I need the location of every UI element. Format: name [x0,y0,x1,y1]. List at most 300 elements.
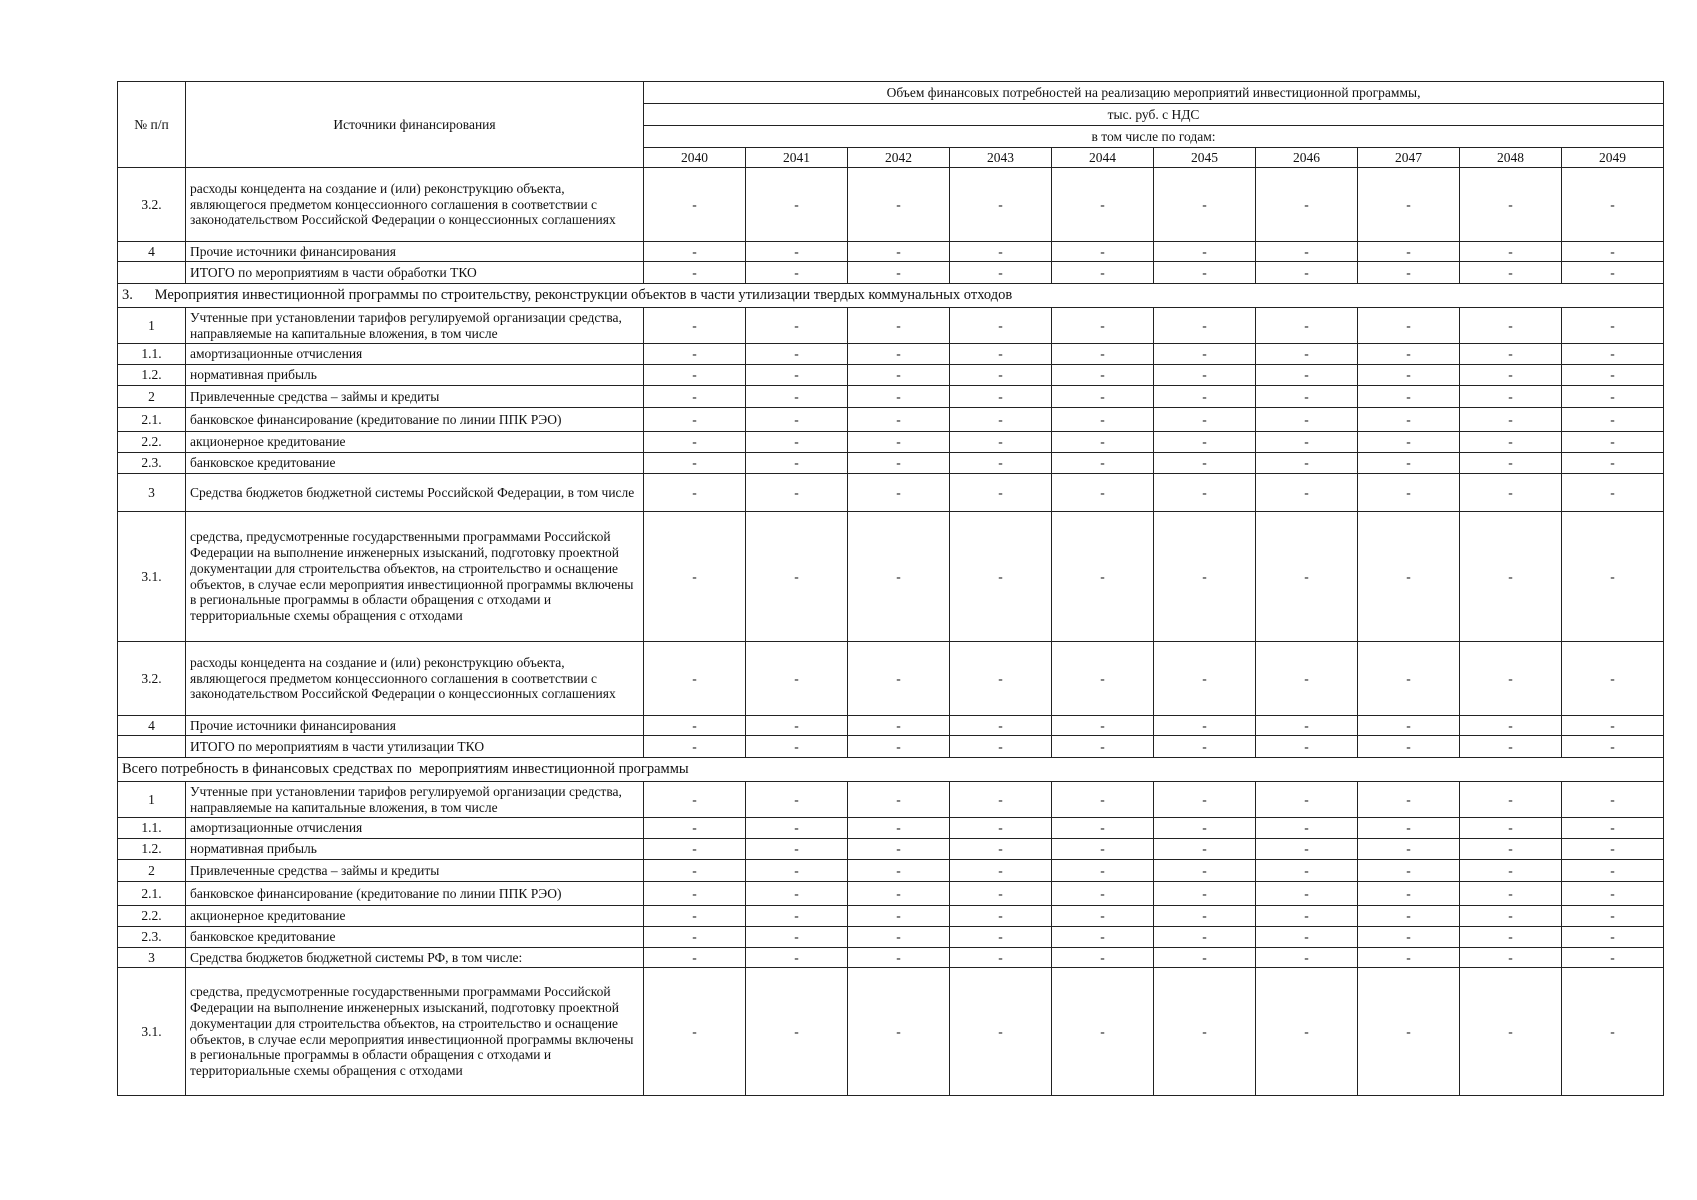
source-name: Учтенные при установлении тарифов регулируемой организации средства, направляемые на капитальные вложения, в том числе [186,782,644,818]
year-value-cell: - [644,386,746,408]
table-row [118,782,1664,818]
year-value-cell: - [1562,365,1664,386]
year-value-cell: - [1358,453,1460,474]
year-value-cell: - [1154,860,1256,882]
year-value-cell: - [1358,308,1460,344]
year-value-cell: - [1460,432,1562,453]
year-value-cell: - [1460,168,1562,242]
table-row [118,818,1664,839]
row-number [118,736,186,758]
year-value-cell: - [1154,408,1256,432]
year-header: 2048 [1460,148,1562,168]
row-number: 1.1. [118,818,186,839]
year-value-cell: - [1460,839,1562,860]
source-name: Привлеченные средства – займы и кредиты [186,860,644,882]
year-value-cell: - [1256,716,1358,736]
year-header: 2044 [1052,148,1154,168]
year-value-cell: - [1562,839,1664,860]
source-name: расходы концедента на создание и (или) реконструкцию объекта, являющегося предметом концессионного соглашения в соответствии с законодательством Российской Федерации о концессионных соглашениях [186,168,644,242]
year-value-cell: - [848,168,950,242]
year-value-cell: - [848,344,950,365]
year-value-cell: - [950,386,1052,408]
source-name: акционерное кредитование [186,906,644,927]
year-value-cell: - [1154,432,1256,453]
year-value-cell: - [1052,365,1154,386]
year-value-cell: - [1460,474,1562,512]
year-value-cell: - [1562,818,1664,839]
year-value-cell: - [1154,927,1256,948]
year-value-cell: - [1562,432,1664,453]
year-value-cell: - [746,906,848,927]
row-number [118,262,186,284]
row-number: 1.2. [118,839,186,860]
year-value-cell: - [1460,453,1562,474]
year-value-cell: - [1052,818,1154,839]
year-value-cell: - [1358,839,1460,860]
year-value-cell: - [848,386,950,408]
year-value-cell: - [1256,968,1358,1096]
year-value-cell: - [1052,839,1154,860]
year-value-cell: - [1358,818,1460,839]
row-number: 2.1. [118,408,186,432]
year-value-cell: - [1052,736,1154,758]
year-value-cell: - [746,168,848,242]
year-value-cell: - [1562,906,1664,927]
source-name: амортизационные отчисления [186,344,644,365]
row-number: 2.3. [118,453,186,474]
year-header: 2042 [848,148,950,168]
year-value-cell: - [1052,168,1154,242]
year-value-cell: - [1154,818,1256,839]
year-value-cell: - [1256,736,1358,758]
year-value-cell: - [644,968,746,1096]
source-name: амортизационные отчисления [186,818,644,839]
year-value-cell: - [1460,308,1562,344]
year-value-cell: - [1052,860,1154,882]
year-value-cell: - [1154,386,1256,408]
year-value-cell: - [1154,716,1256,736]
year-value-cell: - [950,242,1052,262]
year-value-cell: - [1358,512,1460,642]
year-value-cell: - [644,474,746,512]
year-value-cell: - [1562,882,1664,906]
year-value-cell: - [1460,262,1562,284]
year-value-cell: - [1460,386,1562,408]
year-value-cell: - [1154,365,1256,386]
year-value-cell: - [644,308,746,344]
year-header: 2040 [644,148,746,168]
year-value-cell: - [1256,408,1358,432]
total-row [118,736,1664,758]
year-value-cell: - [746,365,848,386]
year-value-cell: - [950,365,1052,386]
year-value-cell: - [746,474,848,512]
year-value-cell: - [950,716,1052,736]
year-value-cell: - [950,512,1052,642]
year-value-cell: - [848,642,950,716]
year-value-cell: - [848,839,950,860]
table-row [118,344,1664,365]
table-row [118,242,1664,262]
source-name: банковское финансирование (кредитование по линии ППК РЭО) [186,408,644,432]
year-value-cell: - [848,408,950,432]
year-value-cell: - [1154,308,1256,344]
table-row [118,386,1664,408]
year-value-cell: - [1358,262,1460,284]
year-value-cell: - [1154,242,1256,262]
year-value-cell: - [950,736,1052,758]
year-value-cell: - [746,308,848,344]
year-value-cell: - [848,968,950,1096]
year-value-cell: - [1358,927,1460,948]
year-value-cell: - [644,948,746,968]
year-value-cell: - [1154,453,1256,474]
source-name: расходы концедента на создание и (или) реконструкцию объекта, являющегося предметом концессионного соглашения в соответствии с законодательством Российской Федерации о концессионных соглашениях [186,642,644,716]
source-name: Привлеченные средства – займы и кредиты [186,386,644,408]
year-value-cell: - [1052,262,1154,284]
year-value-cell: - [1052,927,1154,948]
year-value-cell: - [950,927,1052,948]
year-value-cell: - [1562,242,1664,262]
source-name: Учтенные при установлении тарифов регулируемой организации средства, направляемые на капитальные вложения, в том числе [186,308,644,344]
year-value-cell: - [848,882,950,906]
year-value-cell: - [1256,818,1358,839]
source-name: ИТОГО по мероприятиям в части утилизации ТКО [186,736,644,758]
year-value-cell: - [1358,242,1460,262]
source-name: банковское кредитование [186,453,644,474]
table-row [118,474,1664,512]
year-value-cell: - [950,344,1052,365]
year-value-cell: - [1256,365,1358,386]
year-value-cell: - [848,308,950,344]
year-value-cell: - [1562,736,1664,758]
table-row [118,408,1664,432]
year-value-cell: - [746,716,848,736]
row-number: 3.1. [118,512,186,642]
row-number: 3.2. [118,168,186,242]
year-value-cell: - [1052,882,1154,906]
year-value-cell: - [950,262,1052,284]
row-number: 2.2. [118,432,186,453]
year-value-cell: - [746,818,848,839]
year-value-cell: - [1460,716,1562,736]
year-value-cell: - [1460,948,1562,968]
section-header-row [118,758,1664,782]
year-value-cell: - [644,642,746,716]
year-value-cell: - [746,948,848,968]
year-value-cell: - [1256,512,1358,642]
year-value-cell: - [746,453,848,474]
year-header: 2041 [746,148,848,168]
source-name: Средства бюджетов бюджетной системы Российской Федерации, в том числе [186,474,644,512]
volume-header-line3: в том числе по годам: [644,126,1664,148]
year-value-cell: - [1052,906,1154,927]
year-value-cell: - [644,453,746,474]
table-row [118,432,1664,453]
year-value-cell: - [1154,168,1256,242]
year-value-cell: - [1256,948,1358,968]
year-value-cell: - [1358,408,1460,432]
year-value-cell: - [1052,968,1154,1096]
year-value-cell: - [1460,736,1562,758]
year-header: 2047 [1358,148,1460,168]
year-value-cell: - [644,512,746,642]
year-value-cell: - [644,344,746,365]
year-value-cell: - [644,736,746,758]
year-value-cell: - [950,968,1052,1096]
year-value-cell: - [746,860,848,882]
year-value-cell: - [746,432,848,453]
table-row [118,168,1664,242]
year-header: 2045 [1154,148,1256,168]
year-value-cell: - [1256,927,1358,948]
year-value-cell: - [1358,906,1460,927]
source-name: средства, предусмотренные государственными программами Российской Федерации на выполнение инженерных изысканий, подготовку проектной документации для строительства объектов, на строительство и оснащение объектов, в случае если мероприятия инвестиционной программы включены в региональные программы в области обращения с отходами и территориальные схемы обращения с отходами [186,512,644,642]
year-value-cell: - [950,308,1052,344]
year-value-cell: - [644,432,746,453]
year-value-cell: - [1052,948,1154,968]
year-value-cell: - [1052,782,1154,818]
year-value-cell: - [746,736,848,758]
year-value-cell: - [1052,386,1154,408]
row-number: 1 [118,308,186,344]
year-value-cell: - [1358,474,1460,512]
row-number: 1.2. [118,365,186,386]
year-value-cell: - [1154,344,1256,365]
year-value-cell: - [848,818,950,839]
year-value-cell: - [1358,968,1460,1096]
year-value-cell: - [1562,453,1664,474]
source-name: банковское финансирование (кредитование по линии ППК РЭО) [186,882,644,906]
year-value-cell: - [1256,344,1358,365]
year-value-cell: - [1154,474,1256,512]
year-value-cell: - [1154,882,1256,906]
year-value-cell: - [950,642,1052,716]
year-header: 2043 [950,148,1052,168]
year-value-cell: - [950,839,1052,860]
year-value-cell: - [1256,906,1358,927]
year-value-cell: - [1154,736,1256,758]
year-value-cell: - [1562,386,1664,408]
year-value-cell: - [1358,432,1460,453]
year-value-cell: - [746,262,848,284]
year-value-cell: - [746,882,848,906]
table-row [118,839,1664,860]
year-value-cell: - [1562,512,1664,642]
year-value-cell: - [746,512,848,642]
year-value-cell: - [1562,716,1664,736]
year-value-cell: - [1052,474,1154,512]
year-value-cell: - [950,906,1052,927]
year-value-cell: - [1052,642,1154,716]
source-name: нормативная прибыль [186,365,644,386]
row-number: 2.2. [118,906,186,927]
year-value-cell: - [644,818,746,839]
year-value-cell: - [644,906,746,927]
year-value-cell: - [1256,386,1358,408]
year-value-cell: - [1358,882,1460,906]
row-number: 3.1. [118,968,186,1096]
row-number: 1 [118,782,186,818]
year-value-cell: - [848,782,950,818]
year-value-cell: - [644,365,746,386]
total-row [118,262,1664,284]
year-value-cell: - [1562,262,1664,284]
year-value-cell: - [848,512,950,642]
year-value-cell: - [1256,860,1358,882]
num-column-header: № п/п [118,82,186,168]
row-number: 3 [118,948,186,968]
year-value-cell: - [1256,242,1358,262]
year-value-cell: - [1562,168,1664,242]
year-value-cell: - [1358,716,1460,736]
year-value-cell: - [1460,882,1562,906]
year-value-cell: - [1154,782,1256,818]
table-row [118,512,1664,642]
year-value-cell: - [1358,365,1460,386]
year-value-cell: - [848,927,950,948]
year-value-cell: - [1358,736,1460,758]
year-value-cell: - [1460,642,1562,716]
year-value-cell: - [746,242,848,262]
year-value-cell: - [1460,906,1562,927]
year-value-cell: - [848,948,950,968]
year-value-cell: - [1562,474,1664,512]
year-value-cell: - [950,948,1052,968]
section-title: 3. Мероприятия инвестиционной программы по строительству, реконструкции объектов в части утилизации твердых коммунальных отходов [118,284,1664,308]
year-value-cell: - [1358,642,1460,716]
year-value-cell: - [950,453,1052,474]
year-value-cell: - [644,242,746,262]
table-body [118,168,1664,1096]
year-value-cell: - [1562,308,1664,344]
year-value-cell: - [1460,927,1562,948]
year-value-cell: - [848,736,950,758]
row-number: 4 [118,242,186,262]
year-value-cell: - [1052,716,1154,736]
year-value-cell: - [644,262,746,284]
year-value-cell: - [1154,968,1256,1096]
year-value-cell: - [746,839,848,860]
source-name: Прочие источники финансирования [186,242,644,262]
year-value-cell: - [1358,860,1460,882]
year-value-cell: - [1460,968,1562,1096]
year-value-cell: - [1154,839,1256,860]
year-value-cell: - [1052,308,1154,344]
row-number: 2.3. [118,927,186,948]
year-value-cell: - [950,474,1052,512]
source-name: нормативная прибыль [186,839,644,860]
source-name: банковское кредитование [186,927,644,948]
year-value-cell: - [1256,308,1358,344]
year-value-cell: - [848,906,950,927]
year-value-cell: - [746,344,848,365]
table-row [118,906,1664,927]
row-number: 2 [118,386,186,408]
source-column-header: Источники финансирования [186,82,644,168]
section-title: Всего потребность в финансовых средствах по мероприятиям инвестиционной программы [118,758,1664,782]
year-value-cell: - [1460,408,1562,432]
table-row [118,365,1664,386]
year-value-cell: - [1562,948,1664,968]
table-row [118,882,1664,906]
year-value-cell: - [1358,782,1460,818]
table-row [118,642,1664,716]
year-value-cell: - [1256,642,1358,716]
year-value-cell: - [848,262,950,284]
year-value-cell: - [1052,512,1154,642]
row-number: 3.2. [118,642,186,716]
year-value-cell: - [950,168,1052,242]
year-value-cell: - [1154,906,1256,927]
table-row [118,453,1664,474]
year-value-cell: - [950,818,1052,839]
year-value-cell: - [746,968,848,1096]
year-value-cell: - [1460,860,1562,882]
source-name: ИТОГО по мероприятиям в части обработки ТКО [186,262,644,284]
year-value-cell: - [1358,386,1460,408]
year-value-cell: - [1154,948,1256,968]
year-value-cell: - [1562,782,1664,818]
year-value-cell: - [1154,642,1256,716]
year-value-cell: - [848,365,950,386]
year-value-cell: - [1256,168,1358,242]
year-value-cell: - [950,882,1052,906]
year-value-cell: - [1052,453,1154,474]
year-value-cell: - [746,927,848,948]
row-number: 4 [118,716,186,736]
year-value-cell: - [1460,512,1562,642]
year-value-cell: - [746,386,848,408]
source-name: Средства бюджетов бюджетной системы РФ, в том числе: [186,948,644,968]
year-value-cell: - [1256,453,1358,474]
year-value-cell: - [746,408,848,432]
financing-table [117,81,1664,1096]
year-value-cell: - [1256,882,1358,906]
year-value-cell: - [848,432,950,453]
year-value-cell: - [950,860,1052,882]
table-row [118,308,1664,344]
year-value-cell: - [644,882,746,906]
year-value-cell: - [1358,948,1460,968]
year-header: 2046 [1256,148,1358,168]
year-value-cell: - [644,168,746,242]
year-value-cell: - [644,408,746,432]
row-number: 2 [118,860,186,882]
year-value-cell: - [1562,927,1664,948]
year-value-cell: - [1460,344,1562,365]
year-value-cell: - [848,453,950,474]
year-value-cell: - [950,432,1052,453]
row-number: 1.1. [118,344,186,365]
year-value-cell: - [1052,344,1154,365]
source-name: средства, предусмотренные государственными программами Российской Федерации на выполнение инженерных изысканий, подготовку проектной документации для строительства объектов, на строительство и оснащение объектов, в случае если мероприятия инвестиционной программы включены в региональные программы в области обращения с отходами и территориальные схемы обращения с отходами [186,968,644,1096]
table-row [118,927,1664,948]
year-value-cell: - [1256,839,1358,860]
year-value-cell: - [1256,262,1358,284]
year-value-cell: - [644,839,746,860]
year-value-cell: - [950,782,1052,818]
year-value-cell: - [644,860,746,882]
year-value-cell: - [1154,262,1256,284]
year-value-cell: - [848,242,950,262]
year-value-cell: - [848,474,950,512]
table-row [118,716,1664,736]
volume-header-line2: тыс. руб. с НДС [644,104,1664,126]
year-value-cell: - [1256,474,1358,512]
year-value-cell: - [1460,782,1562,818]
source-name: акционерное кредитование [186,432,644,453]
